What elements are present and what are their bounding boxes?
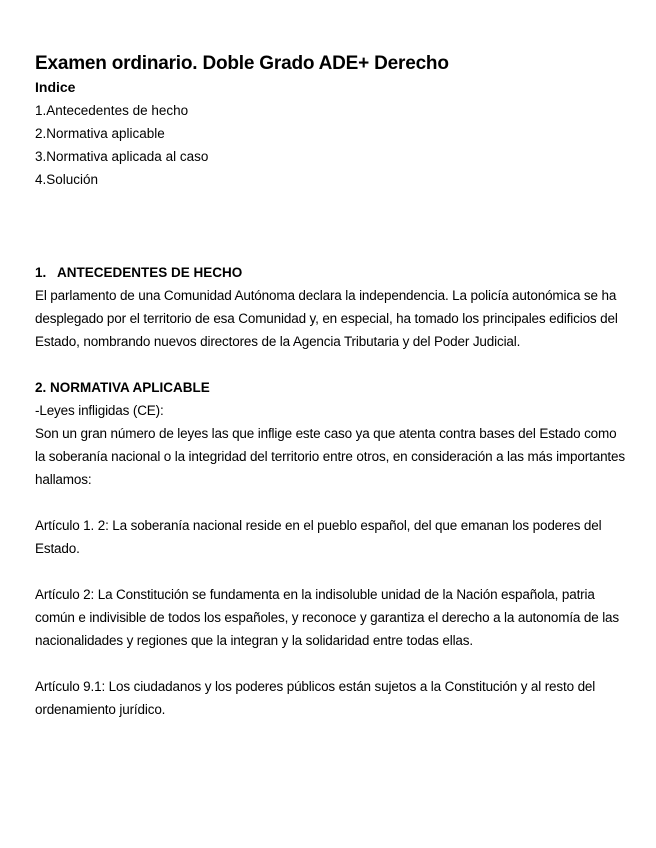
article-paragraph: Artículo 9.1: Los ciudadanos y los poderes públicos están sujetos a la Constitución y al resto del ordenamiento jurídico. <box>35 679 596 717</box>
document-title: Examen ordinario. Doble Grado ADE+ Derecho <box>35 53 449 74</box>
index-item: 1.Antecedentes de hecho <box>35 103 189 118</box>
index-heading: Indice <box>35 79 76 95</box>
index-item: 4.Solución <box>35 172 99 187</box>
section-heading-antecedentes: 1. ANTECEDENTES DE HECHO <box>35 265 243 280</box>
section-body-antecedentes: El parlamento de una Comunidad Autónoma declara la independencia. La policía autonómica se ha desplegado por el territorio de esa Comunidad y, en especial, ha tomado los principales edificios del Estado, nombrando nuevos directores de la Agencia Tributaria y del Poder Judicial. <box>35 288 618 349</box>
article-paragraph: Artículo 2: La Constitución se fundamenta en la indisoluble unidad de la Nación española, patria común e indivisible de todos los españoles, y reconoce y garantiza el derecho a la autonomía de las nacionalidades y regiones que la integran y la solidaridad entre todas ellas. <box>35 587 620 648</box>
section-heading-normativa: 2. NORMATIVA APLICABLE <box>35 380 210 395</box>
section-subheading-leyes: -Leyes infligidas (CE): <box>35 403 164 418</box>
index-list <box>35 99 626 191</box>
section-intro-normativa: Son un gran número de leyes las que inflige este caso ya que atenta contra bases del Estado como la soberanía nacional o la integridad del territorio entre otros, en consideración a las más importantes hallamos: <box>35 426 625 487</box>
index-item: 2.Normativa aplicable <box>35 126 165 141</box>
article-paragraph: Artículo 1. 2: La soberanía nacional reside en el pueblo español, del que emanan los poderes del Estado. <box>35 518 602 556</box>
index-item: 3.Normativa aplicada al caso <box>35 149 209 164</box>
